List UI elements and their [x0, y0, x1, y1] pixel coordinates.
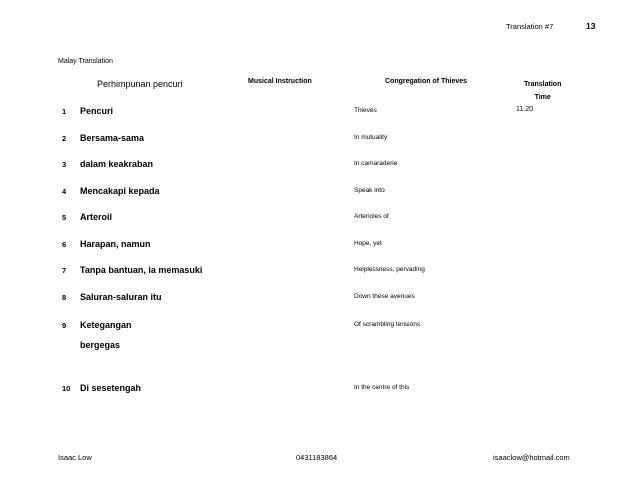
column-header-congregation: Congregation of Thieves: [385, 78, 468, 85]
malay-text-line1: Ketegangan: [80, 320, 132, 330]
page-number: 13: [586, 21, 596, 31]
footer-phone-number: 0431183864: [296, 453, 338, 462]
english-text: Down these avenues: [354, 293, 415, 300]
malay-text: Mencakapi kepada: [80, 186, 160, 196]
malay-text: Arteroil: [80, 212, 113, 222]
row-number: 5: [62, 213, 67, 222]
column-header-musical-instruction: Musical Instruction: [248, 78, 312, 85]
section-label: Malay Translation: [58, 58, 113, 65]
row-number: 4: [62, 187, 67, 196]
document-title: Translation #7: [506, 22, 554, 31]
english-text: Hope, yet: [354, 240, 382, 247]
footer-author-name: Isaac Low: [58, 453, 92, 462]
column-header-time-line1: Translation: [524, 81, 562, 88]
column-header-translation-time: [524, 78, 561, 104]
english-text: Helplessness, pervading: [354, 266, 425, 273]
english-text: In camaraderie: [354, 160, 398, 167]
column-header-malay: Perhimpunan pencuri: [97, 79, 183, 89]
malay-text: Pencuri: [80, 106, 114, 116]
malay-text: Bersama-sama: [80, 133, 145, 143]
column-header-time-line2: Time: [534, 94, 551, 101]
english-text: Arterioles of: [354, 213, 389, 220]
row-number: 6: [62, 240, 67, 249]
english-text: Thieves: [354, 107, 377, 114]
footer-email: isaaclow@hotmail.com: [493, 453, 570, 462]
row-number: 10: [62, 384, 71, 393]
english-text: In mutuality: [354, 134, 388, 141]
row-number: 2: [62, 134, 67, 143]
malay-text: Harapan, namun: [80, 239, 151, 249]
translation-time: 11.20: [516, 106, 533, 113]
row-number: 3: [62, 160, 67, 169]
malay-text: Di sesetengah: [80, 383, 142, 393]
row-number: 7: [62, 266, 67, 275]
malay-text: dalam keakraban: [80, 159, 154, 169]
row-number: 1: [62, 107, 67, 116]
malay-text: Saluran-saluran itu: [80, 292, 162, 302]
malay-text: Tanpa bantuan, ia memasuki: [80, 265, 203, 275]
malay-text-line2: bergegas: [80, 340, 121, 350]
english-text: Of scrambling tensions: [354, 321, 421, 328]
row-number: 9: [62, 321, 67, 330]
row-number: 8: [62, 293, 67, 302]
english-text: Speak into: [354, 187, 385, 194]
malay-text: [80, 320, 132, 350]
english-text: In the centre of this: [354, 384, 410, 391]
